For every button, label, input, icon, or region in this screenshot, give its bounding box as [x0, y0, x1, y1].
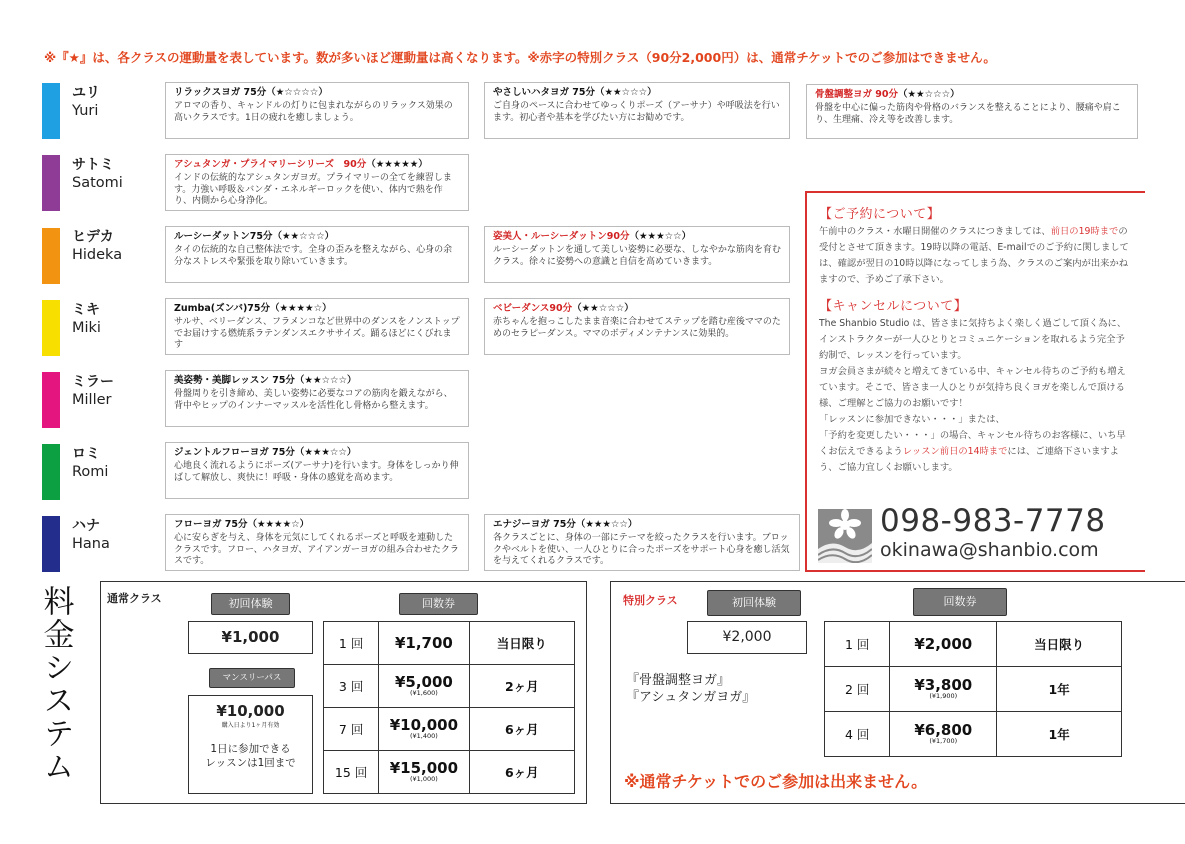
class-title: Zumba(ズンバ)75分（★★★★☆） [174, 303, 332, 314]
ticket-validity: 6ヶ月 [469, 708, 574, 751]
color-bar-yuri [42, 83, 60, 139]
email-address[interactable]: okinawa@shanbio.com [880, 539, 1099, 561]
ticket-row [324, 622, 575, 665]
instructor-miki: ミキ Miki [72, 302, 101, 336]
class-card-lucy-datton [165, 226, 469, 283]
class-title: ベビーダンス90分 [493, 303, 573, 314]
monthly-pass-label: マンスリーパス [209, 668, 295, 688]
instructor-hana: ハナ Hana [72, 518, 110, 552]
class-card-baby-dance [484, 298, 790, 355]
instructor-romi: ロミ Romi [72, 446, 109, 480]
class-title: 姿美人・ルーシーダットン90分 [493, 231, 630, 242]
star-rating-notice: ※『★』は、各クラスの運動量を表しています。数が多いほど運動量は高くなります。※赤字の特別クラス（90分2,000円）は、通常チケットでのご参加はできません。 [44, 50, 996, 65]
ticket-validity: 1年 [997, 667, 1122, 712]
class-card-pelvic-yoga [806, 84, 1138, 139]
class-stars: （★★☆☆☆） [572, 303, 634, 314]
class-card-gentle-flow [165, 442, 469, 499]
regular-ticket-table [323, 621, 575, 794]
cancel-text: The Shanbio Studio は、皆さまに気持ちよく楽しく過ごして頂く為に、インストラクターが一人ひとりとコミュニケーションを取れるよう完全予約制で、レッスンを行っています。 ヨガ会員さまが続々と増えてきている中、キャンセル待ちのご予約も増えています。そこで、皆さま一人ひとりが気持ち良くヨガを楽しんで頂ける様、ご理解とご協力のお願いです！ 「レッスンに参加できない・・・」または、 「予約を変更したい・・・」の場合、キャンセル待ちのお客様に、いち早くお伝えできるようレッスン前日の14時までには、ご連絡下さいますよう、ご協力宜しくお願いします。 [819, 318, 1127, 473]
class-card-gentle-hatha [484, 82, 790, 139]
ticket-price-cell [379, 708, 469, 751]
regular-title: 通常クラス [107, 592, 162, 605]
class-desc: 各クラスごとに、身体の一部にテーマを絞ったクラスを行います。ブロックやベルトを使い、一人ひとりに合ったポーズをサポート心身を癒し活気を与えてくれるクラスです。 [493, 533, 790, 566]
regular-tickets-label: 回数券 [399, 593, 478, 615]
contact-block [818, 503, 1138, 563]
ticket-row [825, 667, 1122, 712]
ticket-count: 7 回 [324, 708, 379, 751]
class-card-zumba [165, 298, 469, 355]
class-desc: タイの伝統的な自己整体法です。全身の歪みを整えながら、心身の余分なストレスや緊張を取り除いていきます。 [174, 245, 453, 267]
ticket-row [324, 708, 575, 751]
class-desc: 赤ちゃんを抱っこしたまま音楽に合わせてステップを踏む産後ママのためのセラピーダンス。ママのボディメンテナンスに効果的。 [493, 317, 781, 339]
ticket-price: ¥6,800 [914, 721, 973, 739]
ticket-price: ¥15,000 [389, 759, 459, 777]
class-title: やさしいハタヨガ 75分（★★☆☆☆） [493, 87, 657, 98]
class-title: アシュタンガ・プライマリーシリーズ 90分 [174, 159, 367, 170]
class-title: 骨盤調整ヨガ 90分 [815, 89, 899, 100]
ticket-count: 15 回 [324, 751, 379, 794]
special-class-names: 『骨盤調整ヨガ』 『アシュタンガヨガ』 [626, 673, 756, 705]
color-bar-miki [42, 300, 60, 356]
class-card-flow-yoga [165, 514, 469, 571]
ticket-count: 4 回 [825, 712, 890, 757]
class-title: リラックスヨガ 75分（★☆☆☆☆） [174, 87, 328, 98]
color-bar-hideka [42, 228, 60, 284]
monthly-desc: 1日に参加できる レッスンは1回まで [205, 743, 296, 769]
class-card-relax-yoga [165, 82, 469, 139]
ticket-price: ¥2,000 [914, 635, 973, 653]
class-title: 美姿勢・美脚レッスン 75分（★★☆☆☆） [174, 375, 357, 386]
ticket-price-cell [379, 665, 469, 708]
special-trial-price: ¥2,000 [687, 621, 807, 654]
ticket-count: 3 回 [324, 665, 379, 708]
special-ticket-table [824, 621, 1122, 757]
reservation-heading: 【ご予約について】 [819, 207, 941, 222]
ticket-price-cell [890, 712, 997, 757]
pricing-heading: 料金システム [37, 585, 74, 783]
class-desc: 心に安らぎを与え、身体を元気にしてくれるポーズと呼吸を連動したクラスです。フロー、ハタヨガ、アイアンガーヨガの組み合わせたクラスです。 [174, 533, 459, 566]
special-tickets-label: 回数券 [913, 588, 1007, 616]
class-title: ルーシーダットン75分（★★☆☆☆） [174, 231, 335, 242]
ticket-per-lesson: (¥1,600) [409, 689, 438, 697]
class-card-ashtanga [165, 154, 469, 211]
reservation-text: 午前中のクラス・水曜日開催のクラスにつきましては、前日の19時までの受付とさせて頂きます。19時以降の電話、E-mailでのご予約に関しましては、確認が翌日の10時以降になってしまう為、クラスのご案内が出来かねますので、予めご了承下さい。 [819, 226, 1129, 285]
ticket-per-lesson: (¥1,400) [409, 732, 438, 740]
ticket-price-cell [890, 667, 997, 712]
class-desc: ご自身のペースに合わせてゆっくりポーズ（アーサナ）や呼吸法を行います。初心者や基本を学びたい方にお勧めです。 [493, 101, 780, 123]
ticket-count: 1 回 [825, 622, 890, 667]
ticket-price-cell [379, 622, 469, 665]
color-bar-hana [42, 516, 60, 572]
ticket-row [324, 751, 575, 794]
monthly-price: ¥10,000 [216, 702, 285, 720]
instructor-satomi: サトミ Satomi [72, 157, 123, 191]
class-card-energy-yoga [484, 514, 800, 571]
ticket-price: ¥1,700 [394, 634, 453, 652]
special-trial-label: 初回体験 [707, 590, 801, 616]
phone-number[interactable]: 098-983-7778 [880, 503, 1106, 539]
class-card-lucy-datton-90 [484, 226, 790, 283]
instructor-yuri: ユリ Yuri [72, 85, 100, 119]
color-bar-miller [42, 372, 60, 428]
ticket-price: ¥5,000 [394, 673, 453, 691]
instructor-hideka: ヒデカ Hideka [72, 229, 123, 263]
ticket-validity: 当日限り [997, 622, 1122, 667]
ticket-validity: 2ヶ月 [469, 665, 574, 708]
special-title: 特別クラス [623, 594, 678, 607]
class-desc: 骨盤周りを引き締め、美しい姿勢に必要なコアの筋肉を鍛えながら、背中やヒップのインナーマッスルを活性化し骨格から整えます。 [174, 389, 453, 411]
class-stars: （★★★★★） [366, 159, 428, 170]
ticket-per-lesson: (¥1,000) [409, 775, 438, 783]
class-title: フローヨガ 75分（★★★★☆） [174, 519, 310, 530]
class-desc: 骨盤を中心に偏った筋肉や骨格のバランスを整えることにより、腰痛や肩こり、生理痛、冷え等を改善します。 [815, 103, 1121, 125]
class-desc: アロマの香り、キャンドルの灯りに包まれながらのリラックス効果の高いクラスです。1日の疲れを癒しましょう。 [174, 101, 453, 123]
ticket-count: 1 回 [324, 622, 379, 665]
ticket-row [825, 712, 1122, 757]
color-bar-romi [42, 444, 60, 500]
class-desc: ルーシーダットンを通して美しい姿勢に必要な、しなやかな筋肉を育むクラス。徐々に姿勢への意識と自信を高めていきます。 [493, 245, 781, 267]
cancel-heading: 【キャンセルについて】 [819, 299, 968, 314]
ticket-price: ¥3,800 [914, 676, 973, 694]
class-title: エナジーヨガ 75分（★★★☆☆） [493, 519, 638, 530]
regular-pricing-panel [100, 581, 587, 804]
class-stars: （★★☆☆☆） [898, 89, 960, 100]
ticket-price: ¥10,000 [389, 716, 459, 734]
class-card-beauty-posture [165, 370, 469, 427]
ticket-per-lesson: (¥1,700) [929, 737, 958, 745]
ticket-validity: 1年 [997, 712, 1122, 757]
ticket-per-lesson: (¥1,900) [929, 692, 958, 700]
color-bar-satomi [42, 155, 60, 211]
instructor-miller: ミラー Miller [72, 374, 114, 408]
ticket-price-cell [379, 751, 469, 794]
monthly-note: 購入日より1ヶ月有効 [221, 722, 280, 729]
ticket-price-cell [890, 622, 997, 667]
class-desc: サルサ、ベリーダンス、フラメンコなど世界中のダンスをノンストップでお届けする燃焼系ラテンダンスエクササイズ。踊るほどにくびれます [174, 317, 460, 350]
ticket-validity: 6ヶ月 [469, 751, 574, 794]
regular-trial-price: ¥1,000 [188, 621, 313, 654]
ticket-row [825, 622, 1122, 667]
class-desc: インドの伝統的なアシュタンガヨガ。プライマリーの全てを練習します。力強い呼吸＆バンダ・エネルギーロックを使い、体内で熱を作り、内側から心身浄化。 [174, 173, 452, 206]
special-note: ※通常チケットでのご参加は出来ません。 [624, 772, 928, 791]
class-desc: 心地良く流れるようにポーズ(アーサナ)を行います。身体をしっかり伸ばして解放し、爽快に！呼吸・身体の感覚を高めます。 [174, 461, 459, 483]
studio-logo-icon [818, 509, 872, 563]
ticket-row [324, 665, 575, 708]
class-title: ジェントルフローヨガ 75分（★★★☆☆） [174, 447, 357, 458]
ticket-count: 2 回 [825, 667, 890, 712]
ticket-validity: 当日限り [469, 622, 574, 665]
class-stars: （★★★☆☆） [629, 231, 692, 242]
monthly-pass-box [188, 695, 313, 794]
regular-trial-label: 初回体験 [211, 593, 290, 615]
